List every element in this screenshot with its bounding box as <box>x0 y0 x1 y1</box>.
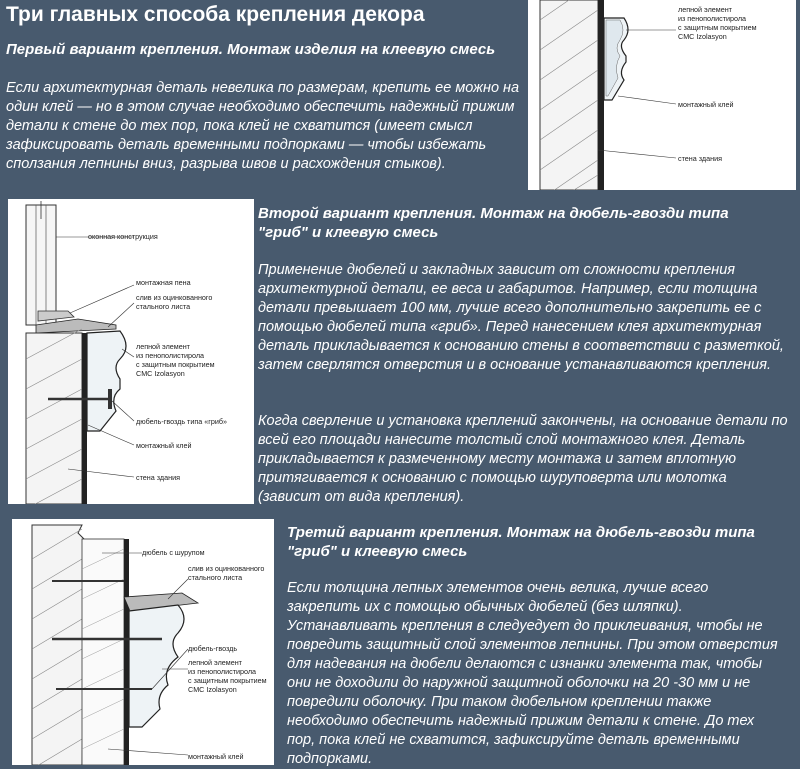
diagram-2-label-element-2: из пенополистирола <box>136 351 205 360</box>
diagram-3-label-dowel-screw: дюбель с шурупом <box>142 548 205 557</box>
section3-heading <box>287 523 797 561</box>
diagram-2-label-foam: монтажная пена <box>136 278 191 287</box>
diagram-3-label-dowel-nail: дюбель-гвоздь <box>188 644 238 653</box>
diagram-3-drawing <box>12 519 274 765</box>
section3-heading-line1: Третий вариант крепления. Монтаж на дюбель-гвозди типа <box>287 524 755 541</box>
diagram-3-label-element-4: CMC Izolasyon <box>188 685 237 694</box>
diagram-2-label-element-1: лепной элемент <box>136 342 190 351</box>
section2-heading <box>258 204 796 242</box>
diagram-2-label-element-3: с защитным покрытием <box>136 360 215 369</box>
section2-text2: Когда сверление и установка креплений закончены, на основание детали по всей его площади нанесите толстый слой монтажного клея. Деталь прикладывается к размеченному месту монтажа и затем вплотную притягивается к основанию с помощью шуруповерта или молотка (зависит от вида крепления). <box>258 413 788 505</box>
diagram-1-drawing <box>528 0 796 190</box>
diagram-3-label-element-1: лепной элемент <box>188 658 242 667</box>
diagram-1 <box>528 0 796 190</box>
diagram-3-label-sheet-2: стального листа <box>188 573 243 582</box>
diagram-1-label-element-2: из пенополистирола <box>678 14 747 23</box>
diagram-1-label-wall: стена здания <box>678 154 722 163</box>
section1-heading: Первый вариант крепления. Монтаж изделия на клеевую смесь <box>6 41 496 58</box>
diagram-1-label-element-4: CMC Izolasyon <box>678 32 727 41</box>
diagram-3-label-element-2: из пенополистирола <box>188 667 257 676</box>
diagram-3-label-element-3: с защитным покрытием <box>188 676 267 685</box>
diagram-2-label-dowel: дюбель-гвоздь типа «гриб» <box>136 417 227 426</box>
section2-heading-line2: "гриб" и клеевую смесь <box>258 224 439 241</box>
section3-heading-line2: "гриб" и клеевую смесь <box>287 543 468 560</box>
diagram-2-label-element-4: CMC Izolasyon <box>136 369 185 378</box>
diagram-2 <box>8 199 254 504</box>
diagram-3-label-sheet-1: слив из оцинкованного <box>188 564 265 573</box>
diagram-2-label-sheet-1: слив из оцинкованного <box>136 293 213 302</box>
section2-text1: Применение дюбелей и закладных зависит от сложности крепления архитектурной детали, ее веса и габаритов. Например, если толщина детали превышает 100 мм, лучше всего дополнительно закрепить ее с помощью дюбелей типа «гриб». Перед нанесением клея архитектурная деталь прикладывается к основанию стены в соответствии с разметкой, затем сверлятся отверстия и в основание устанавливаются крепления. <box>258 262 784 373</box>
diagram-1-label-element-1: лепной элемент <box>678 5 732 14</box>
section3-text: Если толщина лепных элементов очень велика, лучше всего закрепить их с помощью обычных дюбелей (без шляпки). Устанавливать крепления в следуедует до приклеивания, чтобы не повредить защитный слой элементов лепнины. При этом отверстия для надевания на дюбели делаются с изнанки элемента так, чтобы они не доходили до наружной защитной оболочки на 20 -30 мм и не повредили оболочку. При таком дюбельном креплении также необходимо обеспечить надежный прижим детали к стене. До тех пор, пока клей не схватится, зафиксируйте деталь временными подпорками. <box>287 580 778 767</box>
diagram-2-label-window: оконная конструкция <box>88 232 158 241</box>
section1-text: Если архитектурная деталь невелика по размерам, крепить ее можно на один клей — но в этом случае необходимо обеспечить надежный прижим детали к стене до тех пор, пока клей не схватится (имеет смысл зафиксировать деталь временными подпорками — чтобы избежать сползания лепнины вниз, разрыва швов и расхождения стыков). <box>6 80 520 172</box>
diagram-2-label-wall: стена здания <box>136 473 180 482</box>
diagram-3 <box>12 519 274 765</box>
diagram-3-label-glue: монтажный клей <box>188 752 244 761</box>
page-title: Три главных способа крепления декора <box>6 3 425 26</box>
diagram-2-label-sheet-2: стального листа <box>136 302 191 311</box>
diagram-2-label-glue: монтажный клей <box>136 441 192 450</box>
diagram-1-label-glue: монтажный клей <box>678 100 734 109</box>
diagram-2-drawing <box>8 199 254 504</box>
diagram-1-label-element-3: с защитным покрытием <box>678 23 757 32</box>
section2-heading-line1: Второй вариант крепления. Монтаж на дюбель-гвозди типа <box>258 205 729 222</box>
